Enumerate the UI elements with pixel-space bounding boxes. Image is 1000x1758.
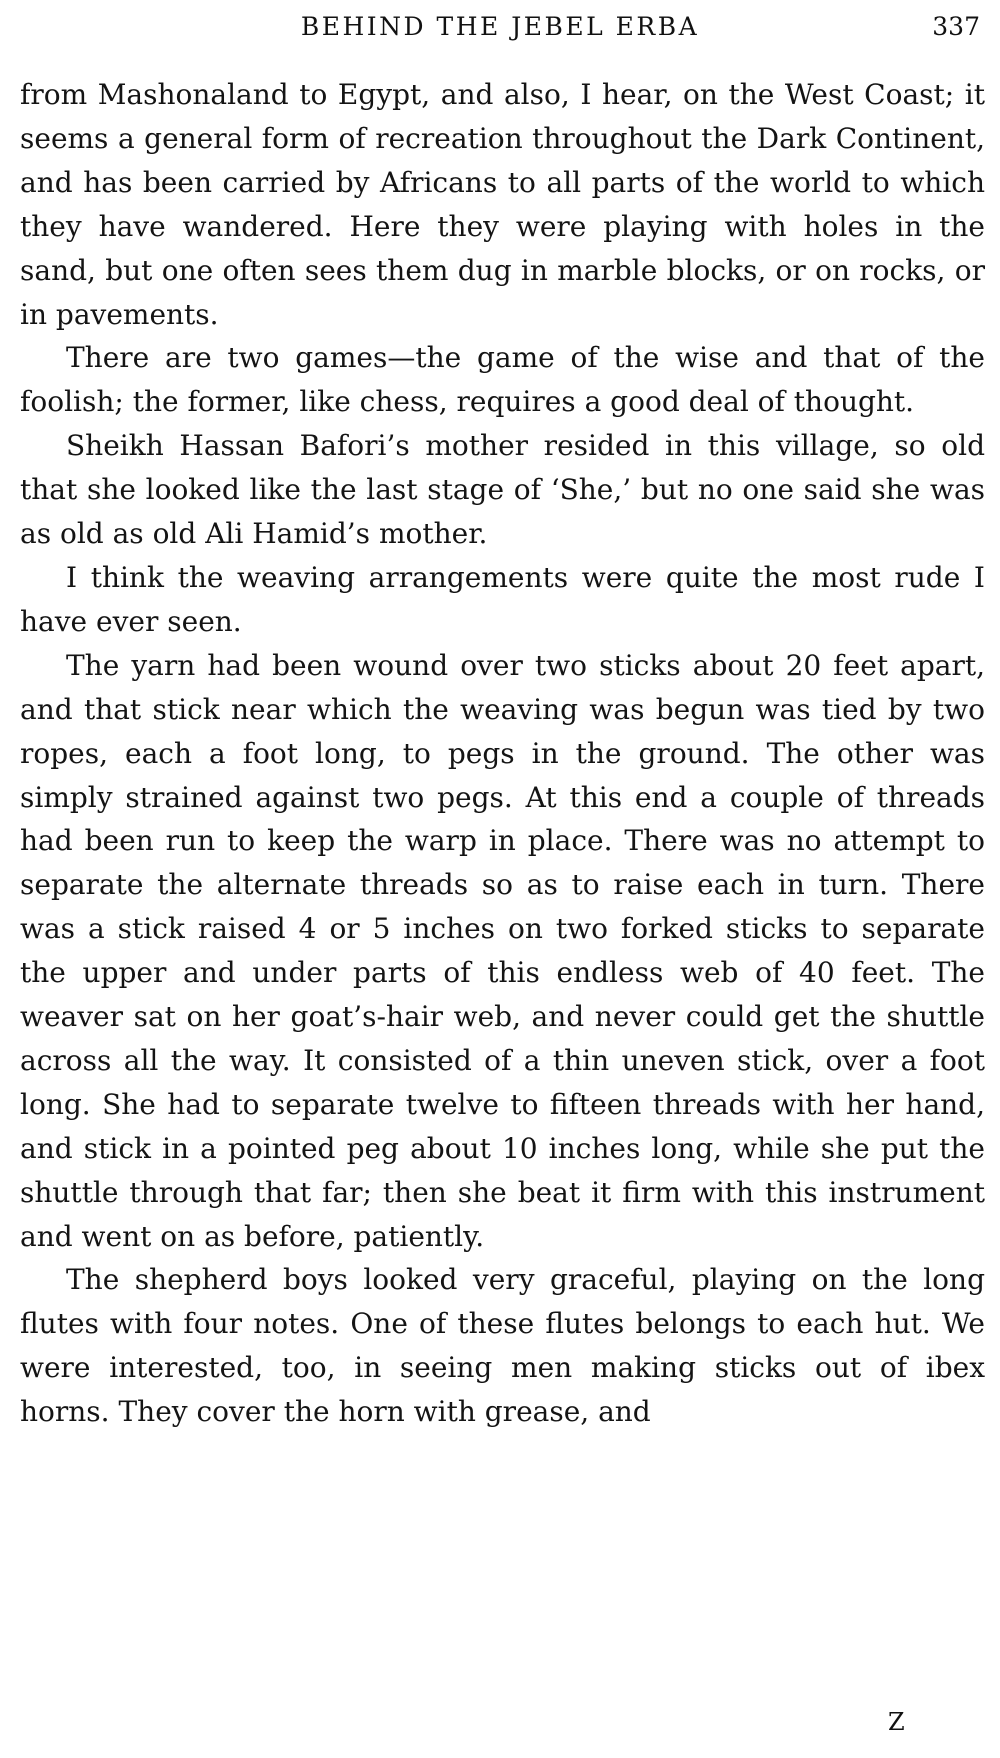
paragraph-weaving-intro: I think the weaving arrangements were quite the most rude I have ever seen.: [20, 560, 985, 638]
paragraph-continued: from Mashonaland to Egypt, and also, I hear, on the West Coast; it seems a general form of recreation throughout the Dark Continent, and has been carried by Africans to all parts of the world to which they have wandered. Here they were playing with holes in the sand, but one often sees them dug in marble blocks, or on rocks, or in pavements.: [20, 78, 985, 331]
running-title: BEHIND THE JEBEL ERBA: [300, 12, 700, 41]
paragraph-shepherd-boys: The shepherd boys looked very graceful, playing on the long flutes with four notes. One of these flutes belongs to each hut. We were interested, too, in seeing men making sticks out of ibex horns. They cover the horn with grease, and: [20, 1263, 985, 1429]
paragraph-weaving-detail: The yarn had been wound over two sticks about 20 feet apart, and that stick near which the weaving was begun was tied by two ropes, each a foot long, to pegs in the ground. The other was simply strained against two pegs. At this end a couple of threads had been run to keep the warp in place. There was no attempt to separate the alternate threads so as to raise each in turn. There was a stick raised 4 or 5 inches on two forked sticks to separate the upper and under parts of this endless web of 40 feet. The weaver sat on her goat’s-hair web, and never could get the shuttle across all the way. It consisted of a thin uneven stick, over a foot long. She had to separate twelve to fifteen threads with her hand, and stick in a pointed peg about 10 inches long, while she put the shuttle through that far; then she beat it firm with this instrument and went on as before, patiently.: [20, 648, 985, 1253]
page-number: 337: [932, 12, 980, 41]
paragraph-two-games: There are two games—the game of the wise and that of the foolish; the former, like chess, requires a good deal of thought.: [20, 341, 985, 419]
running-head: [20, 10, 980, 50]
body-text: [20, 73, 985, 1434]
paragraph-sheikh-mother: Sheikh Hassan Bafori’s mother resided in this village, so old that she looked like the last stage of ‘She,’ but no one said she was as old as old Ali Hamid’s mother.: [20, 429, 985, 551]
signature-mark: Z: [888, 1708, 905, 1736]
